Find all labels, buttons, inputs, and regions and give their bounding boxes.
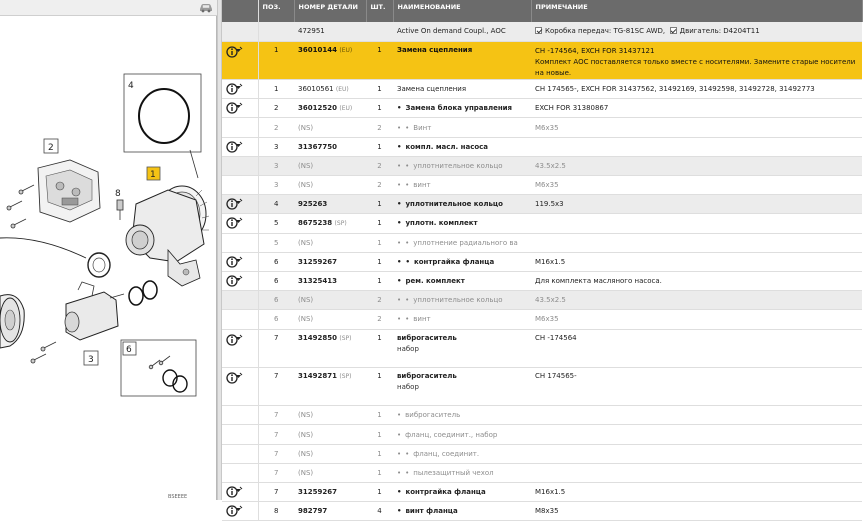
part-number-value[interactable]: 36010144 [298, 45, 337, 54]
header-icon-col [222, 0, 258, 22]
row-qty: 1 [366, 329, 393, 367]
flange-part [0, 295, 24, 348]
row-name: • • уплотнительное кольцо [393, 156, 531, 175]
part-number-value[interactable]: (NS) [298, 161, 314, 170]
part-tag: (EU) [339, 46, 353, 54]
part-name: контргайка фланца [405, 488, 486, 497]
part-name: уплотнение радиального ва [413, 238, 518, 247]
exploded-diagram-panel [0, 0, 217, 500]
part-row[interactable] [222, 483, 862, 502]
header-note[interactable]: ПРИМЕЧАНИЕ [531, 0, 862, 22]
row-qty: 1 [366, 80, 393, 99]
note-text: M16x1.5 [535, 257, 566, 266]
part-number-value[interactable]: 36010561 [298, 85, 334, 94]
row-pos: 4 [258, 195, 294, 214]
row-note [531, 367, 862, 405]
row-pos: 7 [258, 367, 294, 405]
part-row[interactable] [222, 310, 862, 329]
row-name: • контргайка фланца [393, 483, 531, 502]
part-number-value[interactable]: (NS) [298, 411, 314, 420]
row-pos: 7 [258, 329, 294, 367]
note-text-extra: Комплект AOC поставляется только вместе с носителями. Замените старые носители на новые. [535, 57, 856, 77]
header-part-number[interactable]: НОМЕР ДЕТАЛИ [294, 0, 366, 22]
row-qty: 2 [366, 310, 393, 329]
row-info-cell[interactable] [222, 195, 258, 214]
row-part-number[interactable] [294, 176, 366, 195]
row-part-number[interactable] [294, 80, 366, 99]
engine-filter-label: Двигатель: D4204T11 [679, 27, 760, 36]
row-pos: 6 [258, 252, 294, 271]
part-number-value[interactable]: 31492871 [298, 371, 337, 380]
note-text: 119.5x3 [535, 200, 564, 209]
part-row[interactable] [222, 271, 862, 290]
part-number-value[interactable]: (NS) [298, 181, 314, 190]
part-row[interactable] [222, 252, 862, 271]
info-cart-icon[interactable] [226, 85, 243, 93]
row-name [393, 329, 531, 367]
part-name: виброгаситель [397, 371, 457, 380]
part-number-value[interactable]: 925263 [298, 200, 328, 209]
row-pos: 1 [258, 41, 294, 79]
info-cart-icon[interactable] [226, 336, 243, 344]
parts-table-panel [222, 0, 856, 516]
row-note [531, 118, 862, 137]
screw-8 [117, 200, 123, 220]
part-name: фланц, соединит., набор [405, 430, 498, 439]
row-part-number[interactable] [294, 118, 366, 137]
row-name: • • Винт [393, 118, 531, 137]
row-qty: 1 [366, 41, 393, 79]
part-name: винт [413, 315, 431, 324]
row-name: • • контргайка фланца [393, 252, 531, 271]
row-qty: 1 [366, 252, 393, 271]
row-pos: 5 [258, 214, 294, 233]
part-row[interactable] [222, 195, 862, 214]
part-name: уплотнительное кольцо [413, 296, 503, 305]
row-part-number[interactable] [294, 425, 366, 444]
row-note [531, 176, 862, 195]
row-qty: 1 [366, 483, 393, 502]
part-number-value[interactable]: (NS) [298, 468, 314, 477]
row-note [531, 329, 862, 367]
part-number-value[interactable]: (NS) [298, 296, 314, 305]
row-qty: 1 [366, 425, 393, 444]
row-qty: 1 [366, 463, 393, 482]
row-qty: 1 [366, 367, 393, 405]
info-cart-icon[interactable] [226, 258, 243, 266]
part-name: компл. масл. насоса [405, 142, 489, 151]
row-note [531, 425, 862, 444]
row-note [531, 233, 862, 252]
row-pos: 7 [258, 425, 294, 444]
parts-table [222, 0, 863, 521]
row-info-cell[interactable] [222, 502, 258, 521]
row-part-number[interactable] [294, 271, 366, 290]
note-text: M6x35 [535, 315, 559, 324]
svg-text:BSEEEE: BSEEEE [168, 494, 188, 500]
part-name: уплотн. комплект [405, 219, 478, 228]
row-name: • винт фланца [393, 502, 531, 521]
row-pos: 1 [258, 80, 294, 99]
screws-top [7, 185, 34, 228]
row-name: • • винт [393, 310, 531, 329]
note-text: Для комплекта масляного насоса. [535, 277, 662, 286]
row-note [531, 195, 862, 214]
row-pos: 6 [258, 291, 294, 310]
row-info-cell [222, 233, 258, 252]
part-name-sub: набор [397, 382, 419, 391]
row-part-number[interactable] [294, 444, 366, 463]
row-info-cell[interactable] [222, 271, 258, 290]
part-name-sub: набор [397, 344, 419, 353]
row-qty: 1 [366, 214, 393, 233]
row-name [393, 367, 531, 405]
part-name: Замена сцепления [397, 45, 473, 54]
part-row[interactable] [222, 99, 862, 118]
callout-1: 1 [150, 170, 156, 180]
control-unit-part [38, 160, 100, 222]
part-number-value[interactable]: 31259267 [298, 488, 337, 497]
row-part-number[interactable] [294, 99, 366, 118]
row-info-cell[interactable] [222, 80, 258, 99]
row-part-number[interactable] [294, 233, 366, 252]
row-part-number[interactable] [294, 329, 366, 367]
row-part-number[interactable] [294, 463, 366, 482]
row-qty: 2 [366, 118, 393, 137]
part-number-value[interactable]: 31325413 [298, 277, 337, 286]
callout-6: 6 [126, 345, 132, 355]
row-info-cell[interactable] [222, 137, 258, 156]
row-info-cell[interactable] [222, 483, 258, 502]
parts-drawing [0, 0, 217, 500]
row-part-number[interactable] [294, 406, 366, 425]
row-part-number[interactable] [294, 195, 366, 214]
row-part-number[interactable] [294, 214, 366, 233]
row-pos: 2 [258, 118, 294, 137]
part-row[interactable] [222, 137, 862, 156]
row-pos: 5 [258, 233, 294, 252]
part-name: винт [413, 181, 431, 190]
part-number-value[interactable]: (NS) [298, 123, 314, 132]
row-part-number[interactable] [294, 252, 366, 271]
row-note [531, 156, 862, 175]
info-cart-icon[interactable] [226, 507, 243, 515]
callout-8: 8 [115, 189, 121, 199]
header-qty[interactable]: ШТ. [366, 0, 393, 22]
row-name: • • пылезащитный чехол [393, 463, 531, 482]
coupling-housing-part [126, 186, 209, 286]
part-row[interactable] [222, 367, 862, 405]
part-tag: (SP) [334, 220, 347, 228]
row-name: • • уплотнительное кольцо [393, 291, 531, 310]
note-text: EXCH FOR 31380867 [535, 104, 609, 113]
callout-3: 3 [88, 355, 94, 365]
row-info-cell[interactable] [222, 99, 258, 118]
note-text: 43.5x2.5 [535, 296, 566, 305]
row-info-cell[interactable] [222, 214, 258, 233]
note-text: CH -174564, EXCH FOR 31437121 [535, 46, 655, 55]
part-tag: (SP) [339, 334, 352, 342]
row-note [531, 291, 862, 310]
info-cart-icon[interactable] [226, 48, 243, 56]
note-text: CH -174564 [535, 333, 577, 342]
part-name: винт фланца [405, 507, 458, 516]
part-number-value[interactable]: 982797 [298, 507, 328, 516]
row-note [531, 80, 862, 99]
part-number-value[interactable]: (NS) [298, 315, 314, 324]
row-qty: 1 [366, 233, 393, 252]
row-name: • • фланц, соединит. [393, 444, 531, 463]
row-note [531, 406, 862, 425]
part-tag: (SP) [339, 372, 352, 380]
o-ring-large [139, 89, 189, 143]
part-row[interactable] [222, 502, 862, 521]
row-name: • уплотн. комплект [393, 214, 531, 233]
part-number-value[interactable]: 31492850 [298, 333, 337, 342]
gearbox-checkbox[interactable] [535, 27, 542, 34]
row-name: • компл. масл. насоса [393, 137, 531, 156]
part-number-value[interactable]: (NS) [298, 430, 314, 439]
part-name: фланц, соединит. [413, 449, 480, 458]
row-pos: 3 [258, 156, 294, 175]
note-text: M6x35 [535, 123, 559, 132]
gearbox-filter-label: Коробка передач: TG-81SC AWD, [545, 27, 666, 36]
row-info-cell [222, 425, 258, 444]
part-row[interactable] [222, 80, 862, 99]
row-part-number[interactable] [294, 291, 366, 310]
part-row[interactable] [222, 406, 862, 425]
header-name[interactable]: НАИМЕНОВАНИЕ [393, 0, 531, 22]
row-note [531, 463, 862, 482]
part-name: рем. комплект [405, 277, 465, 286]
row-qty: 2 [366, 291, 393, 310]
part-name: уплотнительное кольцо [405, 200, 503, 209]
header-pos[interactable]: ПОЗ. [258, 0, 294, 22]
row-pos: 6 [258, 310, 294, 329]
row-qty: 1 [366, 271, 393, 290]
row-note [531, 310, 862, 329]
row-name: • • винт [393, 176, 531, 195]
o-ring-pump-1 [129, 287, 143, 305]
note-text: M6x35 [535, 181, 559, 190]
part-row[interactable] [222, 214, 862, 233]
part-row[interactable] [222, 118, 862, 137]
part-name: Замена сцепления [397, 85, 467, 94]
row-part-number[interactable] [294, 41, 366, 79]
row-qty: 1 [366, 444, 393, 463]
part-number-value[interactable]: 31259267 [298, 257, 337, 266]
row-name: • рем. комплект [393, 271, 531, 290]
part-row[interactable] [222, 176, 862, 195]
note-text: CH 174565- [535, 371, 577, 380]
note-text: M16x1.5 [535, 488, 566, 497]
row-qty: 4 [366, 502, 393, 521]
note-text: M8x35 [535, 507, 559, 516]
part-number-value[interactable]: 8675238 [298, 219, 333, 228]
row-name: • уплотнительное кольцо [393, 195, 531, 214]
row-pos: 2 [258, 99, 294, 118]
part-tag: (EU) [335, 86, 349, 94]
row-name: • фланц, соединит., набор [393, 425, 531, 444]
row-info-cell [222, 291, 258, 310]
part-tag: (EU) [339, 105, 353, 113]
row-part-number[interactable] [294, 310, 366, 329]
part-row[interactable] [222, 233, 862, 252]
row-name [393, 80, 531, 99]
row-note [531, 444, 862, 463]
row-qty: 1 [366, 99, 393, 118]
row-note [531, 41, 862, 79]
row-pos: 7 [258, 463, 294, 482]
row-qty: 2 [366, 156, 393, 175]
row-pos: 8 [258, 502, 294, 521]
part-name: виброгаситель [397, 333, 457, 342]
callout-4: 4 [128, 81, 134, 91]
part-name: контргайка фланца [413, 257, 495, 266]
row-part-number[interactable] [294, 156, 366, 175]
part-row[interactable] [222, 425, 862, 444]
row-info-cell[interactable] [222, 329, 258, 367]
callout-2: 2 [48, 143, 54, 153]
info-cart-icon[interactable] [226, 200, 243, 208]
row-name: • • уплотнение радиального ва [393, 233, 531, 252]
row-qty: 2 [366, 176, 393, 195]
row-part-number[interactable] [294, 483, 366, 502]
engine-checkbox[interactable] [670, 27, 677, 34]
row-part-number[interactable] [294, 137, 366, 156]
part-row[interactable] [222, 444, 862, 463]
part-row[interactable] [222, 291, 862, 310]
screws-bottom [31, 342, 56, 363]
row-part-number[interactable] [294, 367, 366, 405]
part-row[interactable] [222, 463, 862, 482]
note-text: CH 174565-, EXCH FOR 31437562, 31492169, 31492598, 31492728, 31492773 [535, 85, 815, 94]
row-info-cell[interactable] [222, 41, 258, 79]
part-row[interactable] [222, 329, 862, 367]
row-pos: 7 [258, 483, 294, 502]
row-note [531, 214, 862, 233]
row-note [531, 252, 862, 271]
part-name: Замена блока управления [405, 104, 513, 113]
note-text: 43.5x2.5 [535, 161, 566, 170]
info-cart-icon[interactable] [226, 488, 243, 496]
table-header [222, 0, 862, 22]
row-note [531, 483, 862, 502]
row-pos: 3 [258, 137, 294, 156]
oil-pump-part [65, 282, 124, 340]
row-part-number[interactable] [294, 502, 366, 521]
filter-row [222, 22, 862, 41]
row-info-cell [222, 406, 258, 425]
row-info-cell[interactable] [222, 367, 258, 405]
o-ring-pump-2 [143, 281, 157, 299]
row-info-cell[interactable] [222, 252, 258, 271]
row-pos: 7 [258, 406, 294, 425]
row-name: • виброгаситель [393, 406, 531, 425]
row-info-cell [222, 176, 258, 195]
row-note [531, 99, 862, 118]
row-note [531, 137, 862, 156]
row-pos: 7 [258, 444, 294, 463]
part-number-value[interactable]: (NS) [298, 238, 314, 247]
info-cart-icon[interactable] [226, 104, 243, 112]
row-name [393, 41, 531, 79]
part-name: Винт [413, 123, 432, 132]
part-row[interactable] [222, 41, 862, 79]
row-qty: 1 [366, 406, 393, 425]
row-qty: 1 [366, 195, 393, 214]
info-cart-icon[interactable] [226, 143, 243, 151]
part-name: виброгаситель [405, 411, 461, 420]
part-number-value[interactable]: (NS) [298, 449, 314, 458]
part-row[interactable] [222, 156, 862, 175]
part-number-value[interactable]: 36012520 [298, 104, 337, 113]
row-name: • Замена блока управления [393, 99, 531, 118]
row-info-cell [222, 118, 258, 137]
row-pos: 3 [258, 176, 294, 195]
row-info-cell [222, 463, 258, 482]
row-qty: 1 [366, 137, 393, 156]
info-cart-icon[interactable] [226, 277, 243, 285]
row-pos: 6 [258, 271, 294, 290]
part-name: уплотнительное кольцо [413, 161, 503, 170]
info-cart-icon[interactable] [226, 219, 243, 227]
part-name: пылезащитный чехол [413, 468, 494, 477]
row-info-cell [222, 444, 258, 463]
group-name: Active On demand Coupl., AOC [393, 22, 531, 41]
row-info-cell [222, 156, 258, 175]
row-note [531, 271, 862, 290]
group-filters [531, 22, 862, 41]
row-note [531, 502, 862, 521]
info-cart-icon[interactable] [226, 374, 243, 382]
part-number-value[interactable]: 31367750 [298, 142, 337, 151]
row-info-cell [222, 310, 258, 329]
group-number: 472951 [294, 22, 366, 41]
